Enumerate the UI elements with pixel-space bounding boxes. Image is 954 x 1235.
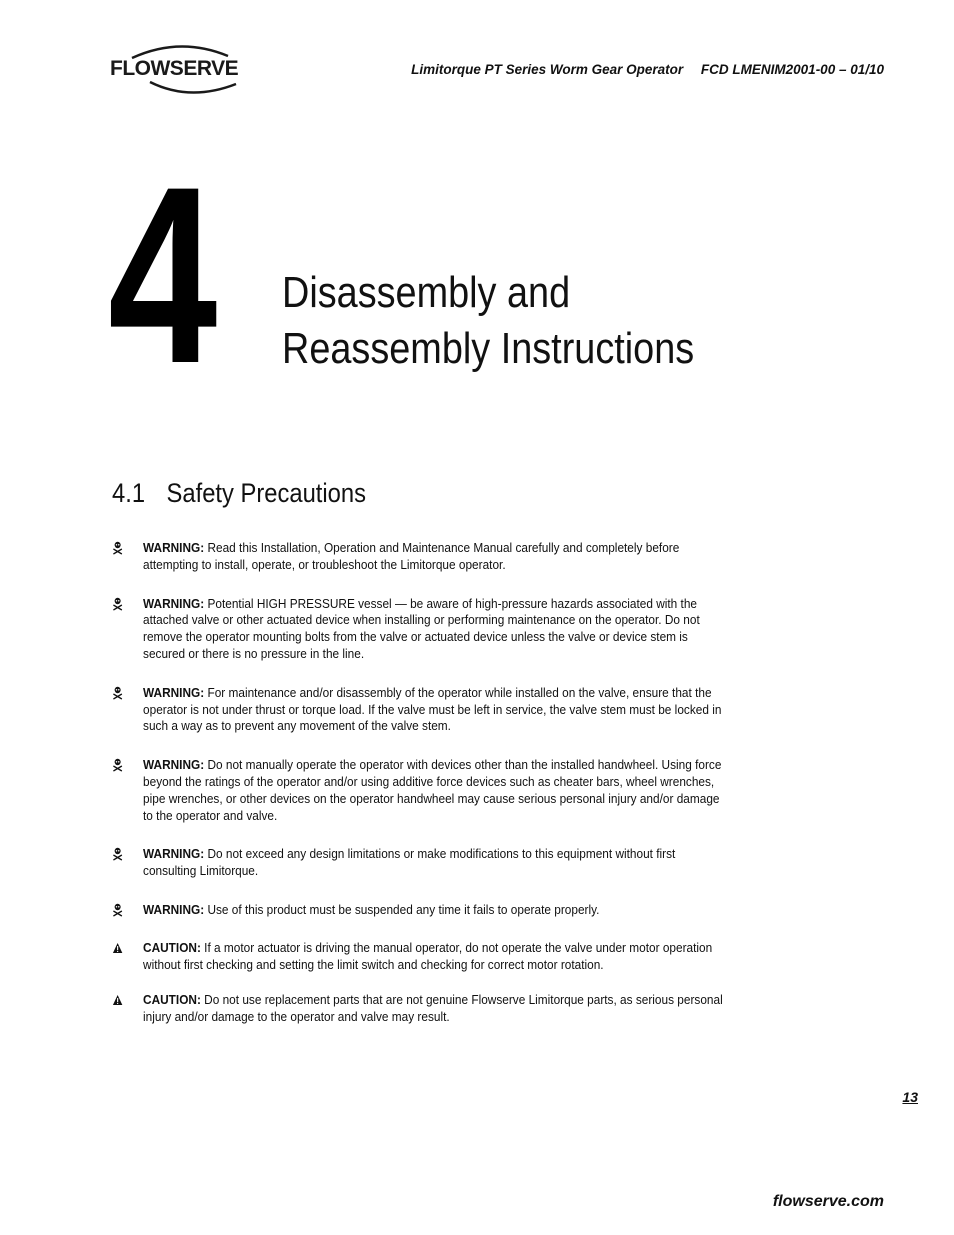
skull-crossbones-icon [112,903,123,917]
list-item [112,685,723,735]
logo-text: FLOWSERVE [110,57,239,80]
list-item [112,846,723,880]
chapter-number: 4 [108,135,218,416]
item-label: WARNING: [143,541,205,555]
item-text: Read this Installation, Operation and Maintenance Manual carefully and completely before attempting to install, operate, or troubleshoot the Limitorque operator. [143,541,680,572]
list-item [112,992,723,1026]
item-label: CAUTION: [143,993,201,1008]
item-label: WARNING: [143,685,205,700]
flowserve-logo [110,42,250,98]
item-text: If a motor actuator is driving the manual operator, do not operate the valve under motor operation without first checking and setting the limit switch and checking for correct motor rotation. [143,940,713,972]
list-item [112,940,723,974]
list-item [112,757,723,824]
skull-crossbones-icon [112,758,123,772]
item-text: Do not use replacement parts that are not genuine Flowserve Limitorque parts, as serious personal injury and/or damage to the operator and valve may result. [143,993,723,1025]
skull-crossbones-icon [112,597,123,611]
chapter-title [282,265,694,377]
document-title: Limitorque PT Series Worm Gear Operator [411,62,684,77]
footer-url: flowserve.com [772,1193,884,1210]
item-text: Use of this product must be suspended any time it fails to operate properly. [204,902,600,917]
skull-crossbones-icon [112,686,123,700]
item-text: Potential HIGH PRESSURE vessel — be aware of high-pressure hazards associated with the attached valve or other actuated device when installing or performing maintenance on the operator. Do not remove the operator mounting bolts from the valve or actuated device unless the valve or device stem is secured or there is no pressure in the line. [143,596,700,661]
item-text: For maintenance and/or disassembly of the operator while installed on the valve, ensure that the operator is not under thrust or torque load. If the valve must be left in service, the valve stem must be locked in such a way as to prevent any movement of the valve stem. [143,685,722,734]
page-number: 13 [902,1089,918,1105]
chapter-title-line-2: Reassembly Instructions [282,324,695,373]
item-label: WARNING: [143,847,205,862]
caution-triangle-icon [112,941,123,955]
skull-crossbones-icon [112,847,123,861]
item-label: WARNING: [143,902,205,917]
list-item [112,596,723,663]
list-item [112,540,723,574]
item-label: WARNING: [143,596,205,611]
item-text: Do not exceed any design limitations or make modifications to this equipment without first consulting Limitorque. [143,847,676,879]
document-code: FCD LMENIM2001-00 – 01/10 [700,62,884,77]
caution-triangle-icon [112,993,123,1007]
item-text: Do not manually operate the operator with devices other than the installed handwheel. Using force beyond the ratings of the operator and/or using additive force devices such as cheater bars, wheel wrenches, pipe wrenches, or other devices on the operator handwheel may cause serious personal injury and/or damage to the operator and valve. [143,758,722,823]
section-title: Safety Precautions [166,478,367,508]
item-label: CAUTION: [143,940,201,955]
running-header [411,62,884,77]
section-heading [112,478,366,509]
section-number: 4.1 [112,478,146,508]
safety-precautions-list [112,540,762,1026]
chapter-title-line-1: Disassembly and [282,268,571,317]
skull-crossbones-icon [112,541,123,555]
list-item [112,902,723,919]
item-label: WARNING: [143,758,205,773]
